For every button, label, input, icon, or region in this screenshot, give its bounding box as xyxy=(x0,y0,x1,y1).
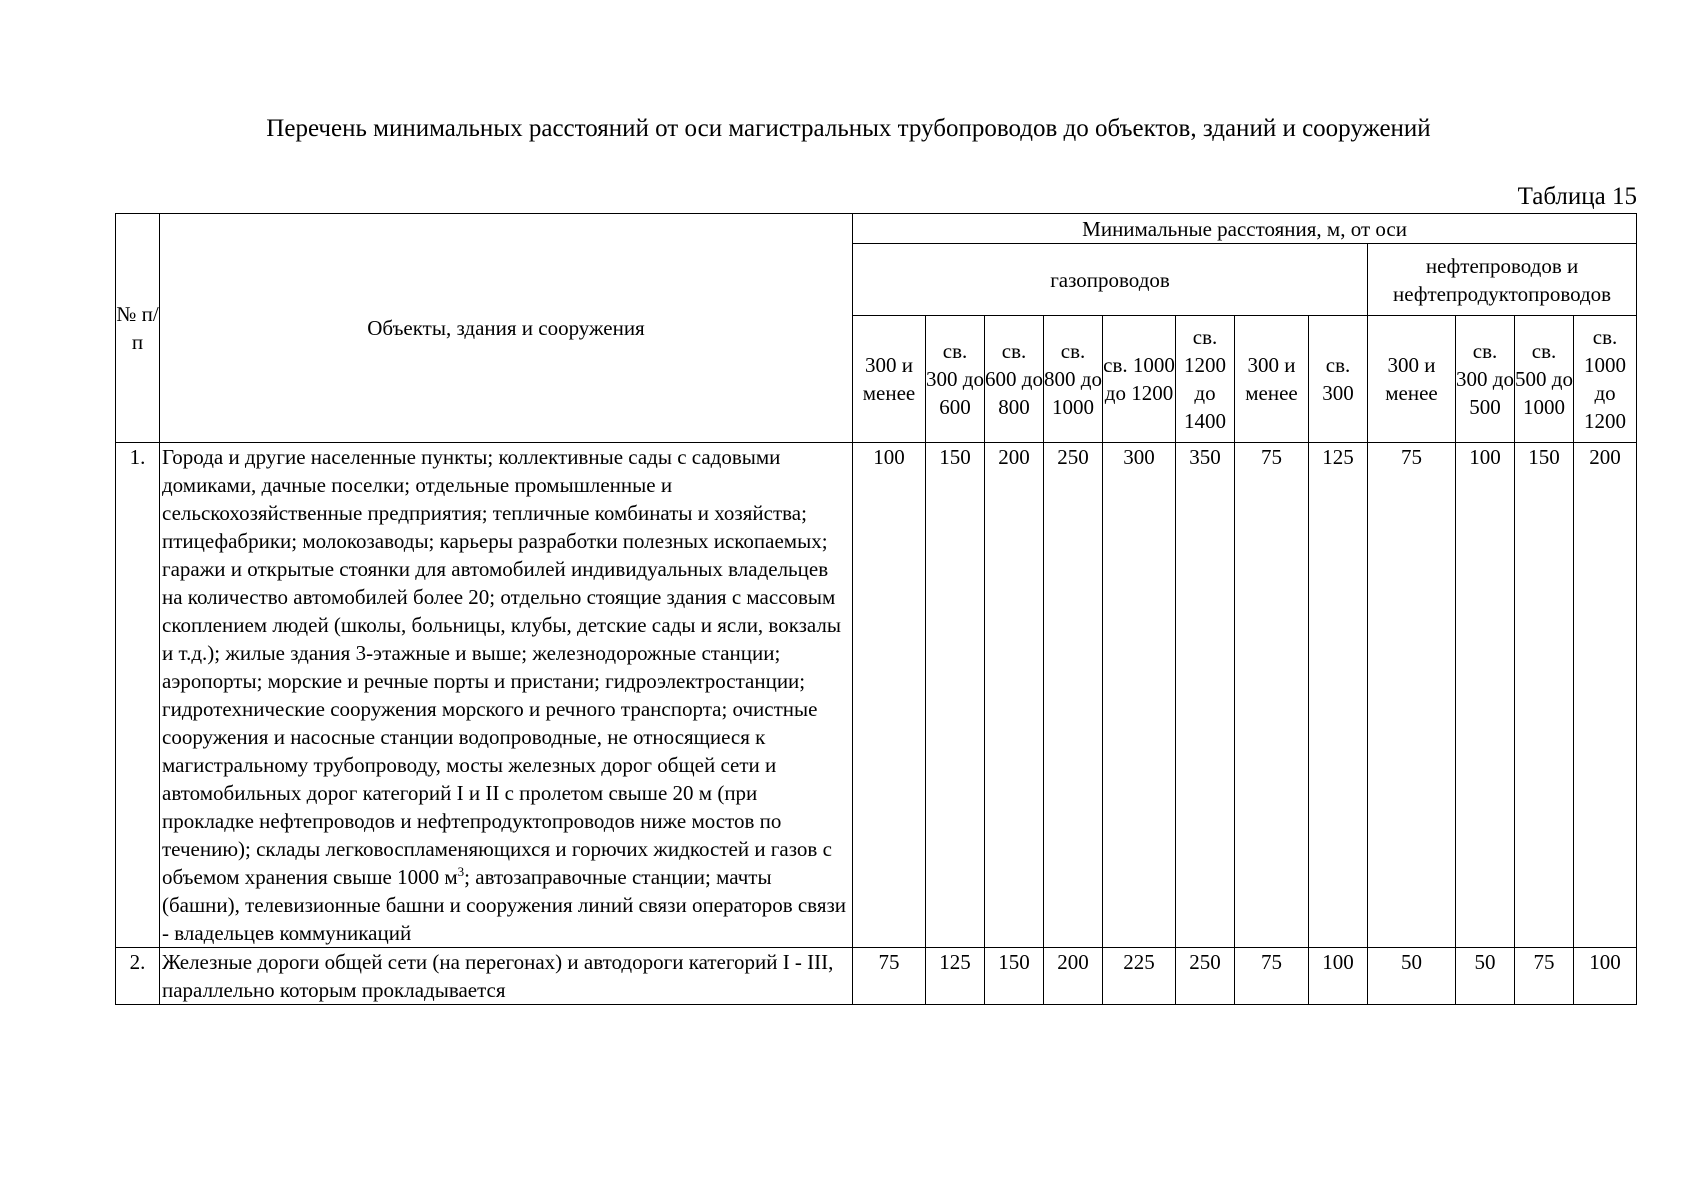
table-row xyxy=(116,948,1637,1005)
distance-cell: 350 xyxy=(1176,443,1235,948)
distance-cell: 250 xyxy=(1044,443,1103,948)
subheader-diameter: св. 800 до 1000 xyxy=(1044,316,1103,443)
table-row xyxy=(116,443,1637,948)
subheader-diameter: св. 600 до 800 xyxy=(985,316,1044,443)
superscript: 3 xyxy=(457,864,465,879)
distance-cell: 300 xyxy=(1103,443,1176,948)
distance-cell: 150 xyxy=(1515,443,1574,948)
distance-cell: 50 xyxy=(1368,948,1456,1005)
table-label: Таблица 15 xyxy=(1517,183,1637,210)
distance-cell: 100 xyxy=(1309,948,1368,1005)
distance-cell: 150 xyxy=(985,948,1044,1005)
subheader-diameter: св. 300 xyxy=(1309,316,1368,443)
distance-cell: 225 xyxy=(1103,948,1176,1005)
distance-cell: 125 xyxy=(1309,443,1368,948)
distance-cell: 125 xyxy=(926,948,985,1005)
distance-cell: 100 xyxy=(853,443,926,948)
distance-cell: 50 xyxy=(1456,948,1515,1005)
row-number: 2. xyxy=(116,948,160,1005)
distance-cell: 250 xyxy=(1176,948,1235,1005)
row-objects-text: Железные дороги общей сети (на перегонах) и автодороги категорий I - III, параллельно которым прокладывается xyxy=(160,948,853,1005)
subheader-diameter: 300 и менее xyxy=(1368,316,1456,443)
distance-cell: 75 xyxy=(1235,948,1309,1005)
subheader-diameter: св. 1000 до 1200 xyxy=(1103,316,1176,443)
distances-table xyxy=(115,213,1637,1005)
distance-cell: 100 xyxy=(1574,948,1637,1005)
document-title: Перечень минимальных расстояний от оси магистральных трубопроводов до объектов, зданий и сооружений xyxy=(266,115,1431,142)
subheader-diameter: 300 и менее xyxy=(853,316,926,443)
row-objects-text-tail: ; автозаправочные станции; мачты (башни), телевизионные башни и сооружения линий связи операторов связи - владельцев коммуникаций xyxy=(162,865,847,945)
subheader-diameter: св. 300 до 500 xyxy=(1456,316,1515,443)
distance-cell: 200 xyxy=(985,443,1044,948)
row-objects-text xyxy=(160,443,853,948)
distance-cell: 200 xyxy=(1574,443,1637,948)
header-oil-pipelines: нефтепроводов и нефтепродуктопроводов xyxy=(1368,244,1637,316)
subheader-diameter: св. 1200 до 1400 xyxy=(1176,316,1235,443)
header-objects: Объекты, здания и сооружения xyxy=(160,214,853,443)
header-gas-pipelines: газопроводов xyxy=(853,244,1368,316)
distance-cell: 150 xyxy=(926,443,985,948)
row-objects-text-main: Города и другие населенные пункты; коллективные сады с садовыми домиками, дачные поселки; отдельные промышленные и сельскохозяйственные предприятия; тепличные комбинаты и хозяйства; птицефабрики; молокозаводы; карьеры разработки полезных ископаемых; гаражи и открытые стоянки для автомобилей индивидуальных владельцев на количество автомобилей более 20; отдельно стоящие здания с массовым скоплением людей (школы, больницы, клубы, детские сады и ясли, вокзалы и т.д.); жилые здания 3-этажные и выше; железнодорожные станции; аэропорты; морские и речные порты и пристани; гидроэлектростанции; гидротехнические сооружения морского и речного транспорта; очистные сооружения и насосные станции водопроводные, не относящиеся к магистральному трубопроводу, мосты железных дорог общей сети и автомобильных дорог категорий I и II с пролетом свыше 20 м (при прокладке нефтепроводов и нефтепродуктопроводов ниже мостов по течению); склады легковоспламеняющихся и горючих жидкостей и газов с объемом хранения свыше 1000 м xyxy=(162,445,842,889)
distance-cell: 200 xyxy=(1044,948,1103,1005)
distance-cell: 75 xyxy=(853,948,926,1005)
row-number: 1. xyxy=(116,443,160,948)
header-num: № п/п xyxy=(116,214,160,443)
header-min-distances: Минимальные расстояния, м, от оси xyxy=(853,214,1637,244)
distance-cell: 75 xyxy=(1515,948,1574,1005)
subheader-diameter: св. 300 до 600 xyxy=(926,316,985,443)
subheader-diameter: 300 и менее xyxy=(1235,316,1309,443)
distance-cell: 75 xyxy=(1235,443,1309,948)
distance-cell: 100 xyxy=(1456,443,1515,948)
subheader-diameter: св. 500 до 1000 xyxy=(1515,316,1574,443)
subheader-diameter: св. 1000 до 1200 xyxy=(1574,316,1637,443)
distance-cell: 75 xyxy=(1368,443,1456,948)
